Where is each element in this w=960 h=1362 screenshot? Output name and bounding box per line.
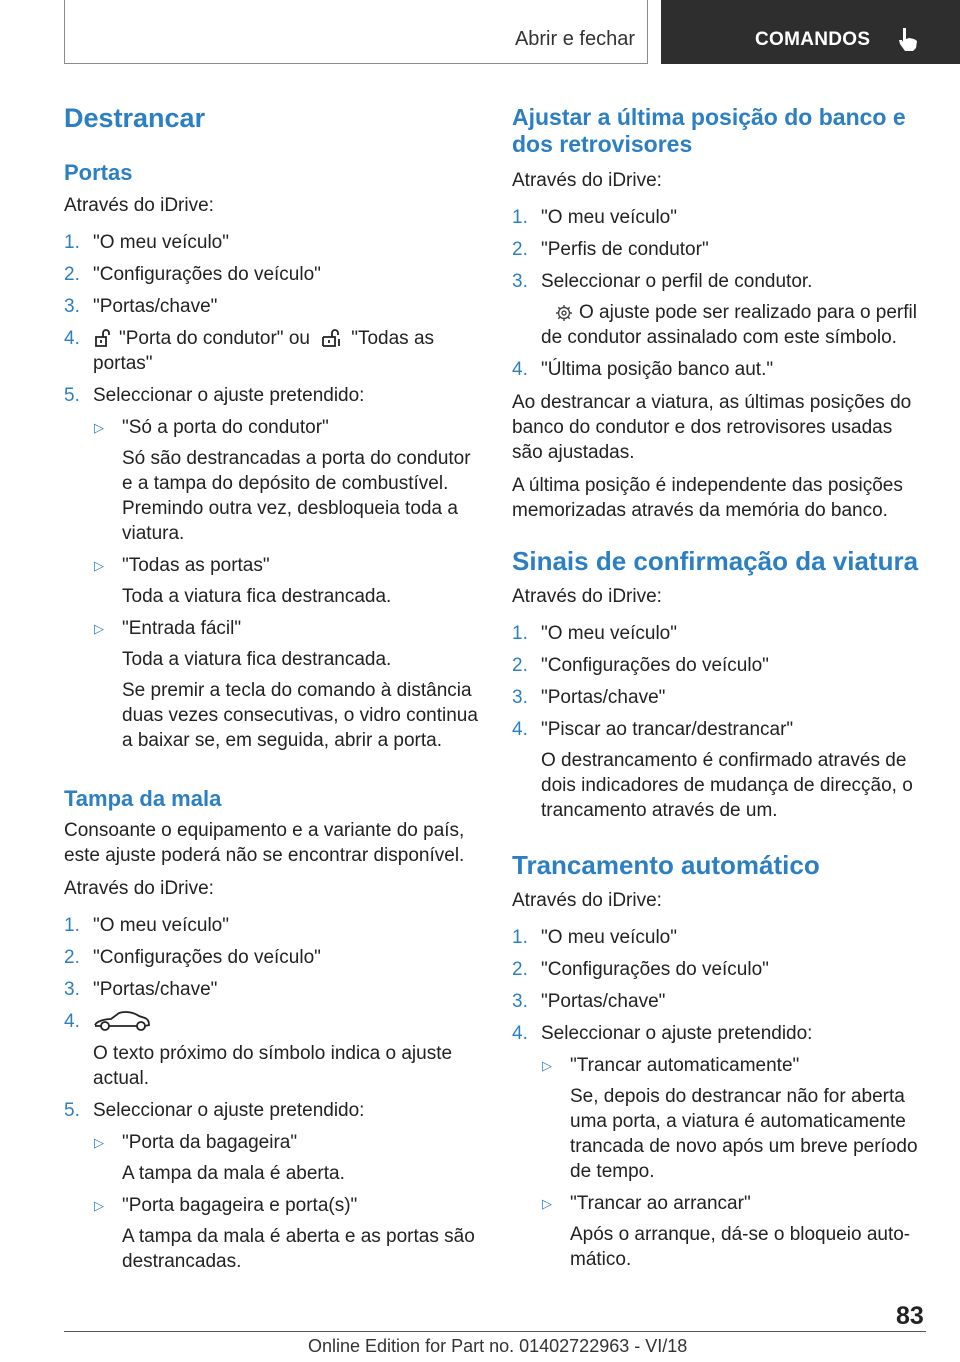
portas-options (93, 415, 484, 753)
list-item: 2. "Configurações do veículo" (512, 959, 769, 980)
list-item: ▷ "Trancar automaticamente" Se, depois do destrancar não for aberta uma porta, a viatura é automaticamente trancada de novo após um breve período de tempo. (542, 1055, 918, 1182)
sinais-steps (512, 621, 924, 823)
settings-gear-icon (555, 304, 573, 322)
sinais-intro: Através do iDrive: (512, 586, 662, 607)
auto-steps (512, 925, 924, 1272)
list-item: ▷ "Só a porta do condutor" Só são destrancadas a porta do condutor e a tampa do depósito de combustível. Premindo outra vez, desbloqueia toda a viatura. (94, 417, 471, 544)
banco-intro: Através do iDrive: (512, 170, 662, 191)
subsection-title-ultima-posicao: Ajustar a última posição do banco e dos retrovisores (512, 104, 906, 157)
list-item: 4. "Porta do condutor" ou "Todas as portas" (64, 328, 435, 374)
list-item: 1. "O meu veículo" (64, 232, 229, 253)
header-chapter-tab (661, 0, 960, 64)
right-column (512, 104, 924, 1272)
header-section-title: Abrir e fechar (514, 28, 635, 50)
footer-edition: Online Edition for Part no. 01402722963 - VI/18 (308, 1336, 688, 1356)
list-item: 1. "O meu veículo" (512, 623, 677, 644)
list-item: 1. "O meu veículo" (512, 927, 677, 948)
banco-steps (512, 205, 924, 382)
all-doors-unlock-icon (321, 328, 345, 348)
mala-intro: Através do iDrive: (64, 878, 214, 899)
list-item: 3. "Portas/chave" (64, 979, 218, 1000)
mala-steps (64, 913, 484, 1274)
mala-note: Consoante o equipamento e a variante do país, este ajuste poderá não se encontrar disponível. (64, 820, 465, 866)
car-icon (93, 1009, 151, 1033)
left-column (64, 104, 484, 1274)
list-item: 4. Seleccionar o ajuste pretendido: ▷ "Trancar automaticamente" Se, depois do destrancar não for aberta uma porta, a viatura é automaticamente trancada de novo após um breve período de tempo. ▷ "Trancar ao arrancar" Após o arranque, dá-se o bloqueio auto-mático. (512, 1021, 924, 1272)
list-item: 5. Seleccionar o ajuste pretendido: ▷ "Só a porta do condutor" Só são destrancadas a porta do condutor e a tampa do depósito de combustível. Premindo outra vez, desbloqueia toda a viatura. ▷ "Todas as portas" Toda a viatura fica destrancada. ▷ "Entrada fácil" Toda a viatura fica destrancada. Se premir a tecla do comando à distância duas vezes consecutivas, o vidro continua a baixar se, em seguida, abrir a porta. (64, 383, 484, 753)
page-number: 83 (896, 1302, 924, 1330)
pointing-hand-icon (897, 26, 919, 52)
list-item: 3. "Portas/chave" (64, 296, 218, 317)
banco-paragraph-2: A última posição é independente das posições memorizadas através da memória do banco. (512, 475, 903, 521)
auto-intro: Através do iDrive: (512, 890, 662, 911)
list-item: 2. "Configurações do veículo" (64, 947, 321, 968)
list-item: 1. "O meu veículo" (64, 915, 229, 936)
section-title-destrancar: Destrancar (64, 103, 206, 133)
list-item: ▷ "Porta da bagageira" A tampa da mala é aberta. (94, 1132, 345, 1184)
list-item: ▷ "Entrada fácil" Toda a viatura fica destrancada. Se premir a tecla do comando à distância duas vezes consecutivas, o vidro continua a baixar se, em seguida, abrir a porta. (94, 618, 478, 751)
list-item: 1. "O meu veículo" (512, 207, 677, 228)
auto-options (541, 1053, 924, 1272)
banco-paragraph-1: Ao destrancar a viatura, as últimas posições do banco do condutor e dos retrovisores usadas são ajustadas. (512, 392, 912, 463)
list-item: 3. "Portas/chave" (512, 687, 666, 708)
list-item: 3. "Portas/chave" (512, 991, 666, 1012)
subsection-title-tampa-da-mala: Tampa da mala (64, 786, 222, 811)
section-title-trancamento: Trancamento automático (512, 850, 820, 880)
footer-divider (64, 1331, 926, 1332)
list-item: ▷ "Porta bagageira e porta(s)" A tampa da mala é aberta e as portas são destrancadas. (94, 1195, 475, 1272)
header-section-box (64, 0, 648, 64)
mala-options (93, 1130, 484, 1274)
list-item: ▷ "Trancar ao arrancar" Após o arranque, dá-se o bloqueio auto-mático. (542, 1193, 911, 1270)
list-item: ▷ "Todas as portas" Toda a viatura fica destrancada. (94, 555, 392, 607)
subsection-title-portas: Portas (64, 160, 133, 185)
list-item: 3. Seleccionar o perfil de condutor. O ajuste pode ser realizado para o perfil de condutor assinalado com este símbolo. (512, 271, 917, 348)
list-item: 4. O texto próximo do símbolo indica o ajuste actual. (64, 1011, 453, 1089)
list-item: 2. "Configurações do veículo" (64, 264, 321, 285)
door-unlock-icon (93, 328, 113, 348)
list-item: 2. "Configurações do veículo" (512, 655, 769, 676)
list-item: 2. "Perfis de condutor" (512, 239, 709, 260)
list-item: 4. "Piscar ao trancar/destrancar" O destrancamento é confirmado através de dois indicadores de mudança de direcção, o trancamento através de um. (512, 719, 913, 821)
portas-intro: Através do iDrive: (64, 195, 214, 216)
header-chapter-title: COMANDOS (755, 29, 871, 50)
list-item: 5. Seleccionar o ajuste pretendido: ▷ "Porta da bagageira" A tampa da mala é aberta. ▷ "Porta bagageira e porta(s)" A tampa da mala é aberta e as portas são destrancadas. (64, 1098, 484, 1274)
portas-steps (64, 230, 484, 753)
list-item: 4. "Última posição banco aut." (512, 359, 774, 380)
section-title-sinais: Sinais de confirmação da viatura (512, 546, 919, 576)
